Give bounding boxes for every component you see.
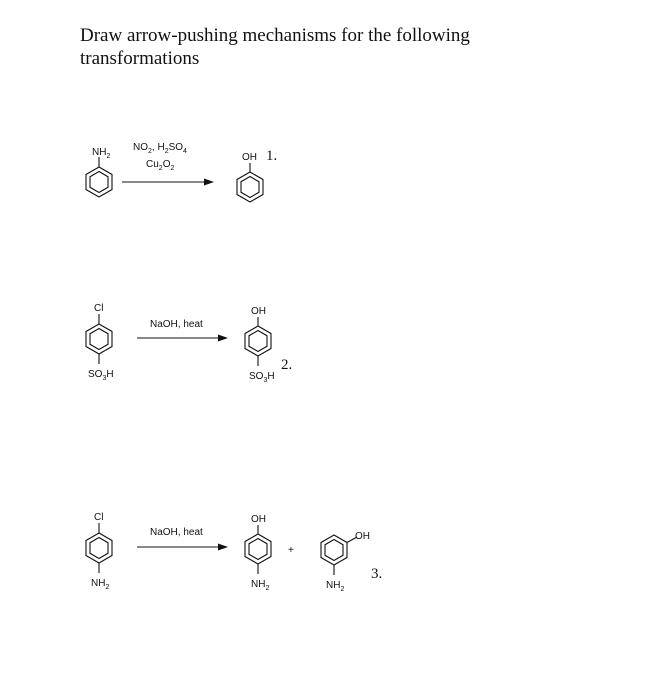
benzene-ring	[245, 326, 271, 356]
reactant-chloroaniline	[86, 512, 112, 591]
reaction-number-1: 1.	[266, 148, 278, 164]
product-para-aminophenol	[245, 514, 271, 592]
substituent-nh2-label: $NH_2$	[91, 578, 110, 591]
reagents-label: NaOH, heat	[150, 319, 203, 330]
heading-line-1: Draw arrow-pushing mechanisms for the following	[80, 25, 470, 46]
substituent-oh-label: OH	[251, 514, 266, 525]
product-hydroxybenzenesulfonic-acid	[245, 306, 275, 384]
reaction-2	[86, 303, 292, 384]
benzene-ring	[245, 534, 271, 564]
reaction-3-conditions	[137, 527, 228, 551]
reagents-line-2: $Cu_2O_2$	[146, 159, 175, 172]
reaction-1-conditions	[122, 142, 214, 186]
benzene-ring	[86, 167, 112, 197]
plus-sign: +	[288, 545, 294, 556]
reaction-2-conditions	[137, 319, 228, 342]
reagents-label: NaOH, heat	[150, 527, 203, 538]
substituent-oh-label: OH	[242, 152, 257, 163]
heading-line-2: transformations	[80, 48, 200, 69]
reagents-line-1: $NO_2$, $H_2SO_4$	[133, 142, 187, 155]
reaction-number-2: 2.	[281, 357, 293, 373]
reaction-number-3: 3.	[371, 566, 383, 582]
product-meta-aminophenol	[321, 531, 370, 593]
substituent-nh2-label: $NH_2$	[251, 579, 270, 592]
substituent-nh2-label: $NH_2$	[92, 147, 111, 160]
benzene-ring	[237, 172, 263, 202]
reactant-aniline	[86, 147, 112, 197]
substituent-so3h-label: $SO_3H$	[249, 371, 275, 384]
benzene-ring	[86, 533, 112, 563]
reaction-3	[86, 512, 382, 593]
benzene-ring	[321, 535, 347, 565]
benzene-ring	[86, 324, 112, 354]
reactant-chlorobenzenesulfonic-acid	[86, 303, 114, 382]
reaction-1	[86, 142, 277, 202]
substituent-oh-label: OH	[355, 531, 370, 542]
substituent-cl-label: Cl	[94, 512, 104, 523]
substituent-nh2-label: $NH_2$	[326, 580, 345, 593]
arrow-head	[218, 544, 228, 551]
substituent-so3h-label: $SO_3H$	[88, 369, 114, 382]
substituent-oh-label: OH	[251, 306, 266, 317]
product-phenol	[237, 152, 263, 202]
arrow-head	[218, 335, 228, 342]
substituent-cl-label: Cl	[94, 303, 104, 314]
arrow-head	[204, 179, 214, 186]
